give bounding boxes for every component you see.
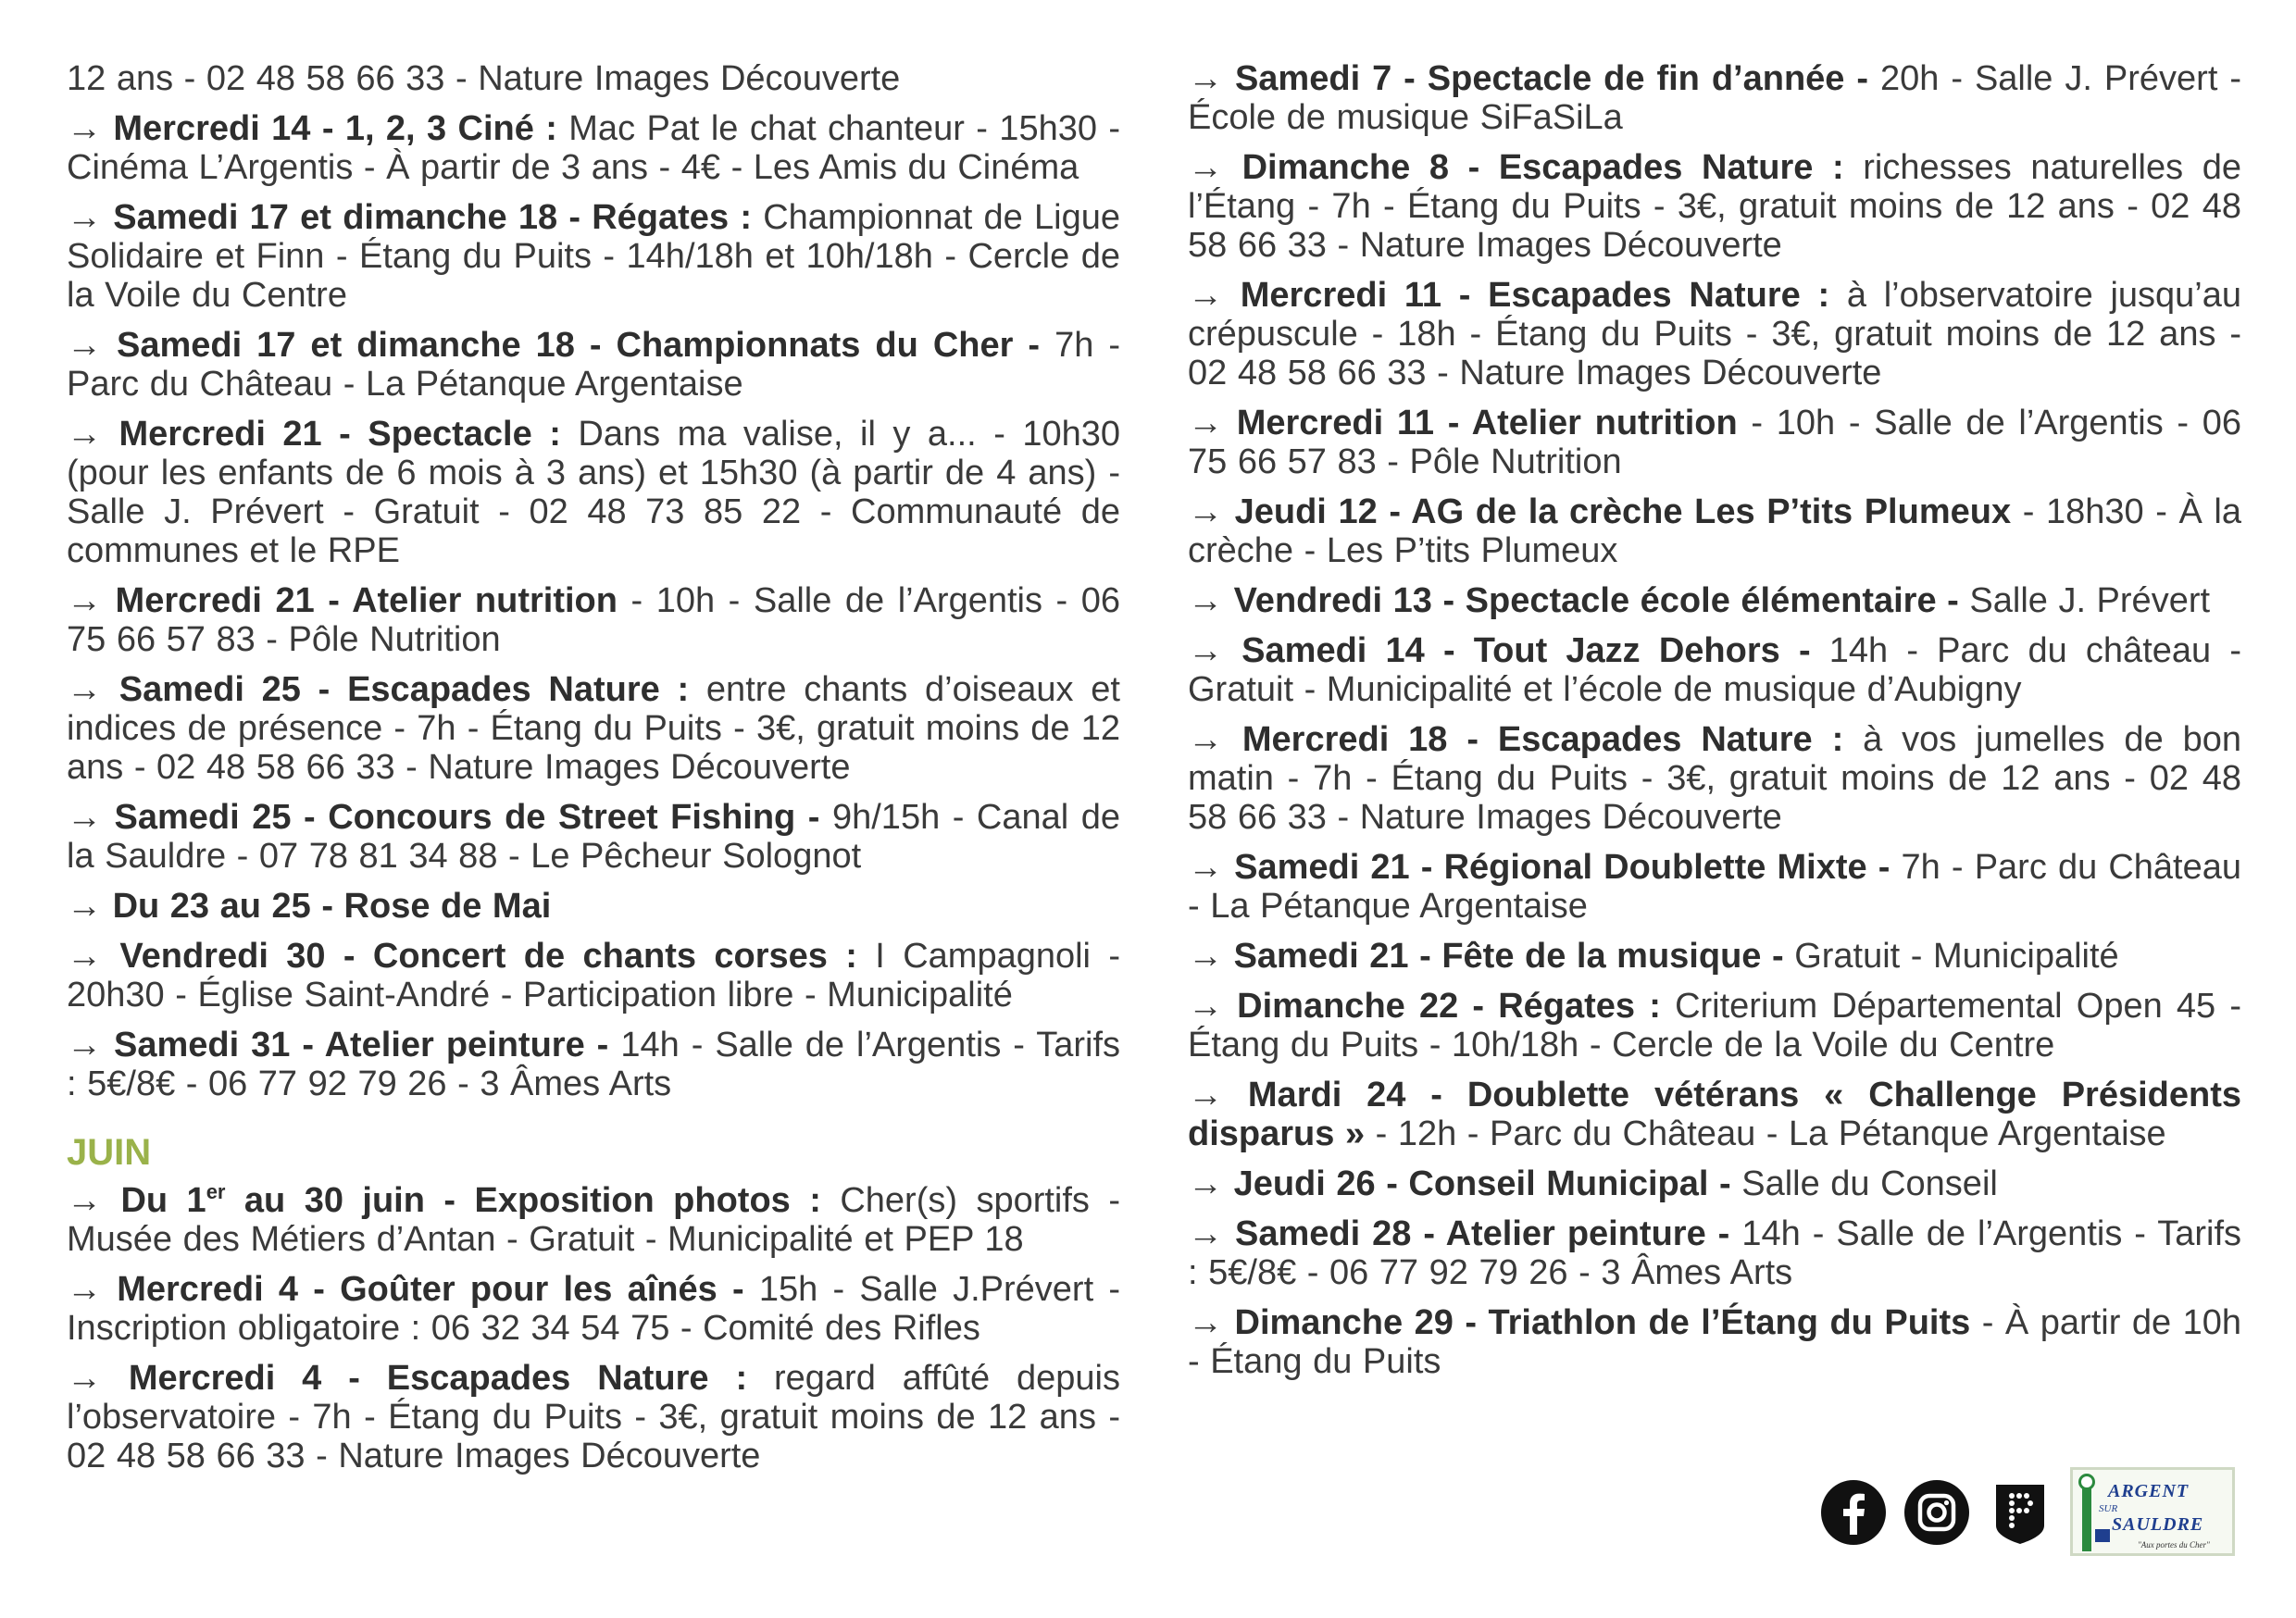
- arrow-icon: →: [67, 1270, 102, 1309]
- event-detail: 12 ans - 02 48 58 66 33 - Nature Images Découverte: [67, 59, 901, 98]
- event-entry: [1188, 631, 2241, 709]
- event-detail: à l’observatoire jusqu’au crépuscule - 18h - Étang du Puits - 3€, gratuit moins de 12 ans - 02 48 58 66 33 - Nature Images Découverte: [1188, 276, 2242, 392]
- arrow-icon: →: [1188, 987, 1223, 1026]
- logo-text-sur: SUR: [2099, 1503, 2118, 1514]
- event-entry: [1188, 59, 2241, 137]
- event-detail: à vos jumelles de bon matin - 7h - Étang du Puits - 3€, gratuit moins de 12 ans - 02 48 58 66 33 - Nature Images Découverte: [1188, 720, 2241, 837]
- event-title: Vendredi 30 - Concert de chants corses :: [119, 937, 857, 976]
- arrow-icon: →: [1188, 492, 1223, 531]
- event-detail: 7h - Parc du Château - La Pétanque Argentaise: [67, 326, 1120, 404]
- event-entry: [1188, 848, 2241, 926]
- event-title: Samedi 25 - Concours de Street Fishing -: [114, 798, 820, 837]
- event-detail: I Campagnoli - 20h30 - Église Saint-André - Participation libre - Municipalité: [67, 937, 1121, 1014]
- event-title: Samedi 17 et dimanche 18 - Régates :: [113, 198, 752, 237]
- arrow-icon: →: [67, 1359, 102, 1398]
- month-heading: JUIN: [67, 1132, 152, 1173]
- event-detail: 14h - Salle de l’Argentis - Tarifs : 5€/8€ - 06 77 92 79 26 - 3 Âmes Arts: [67, 1026, 1121, 1103]
- event-detail: Mac Pat le chat chanteur - 15h30 - Cinéma L’Argentis - À partir de 3 ans - 4€ - Les Amis du Cinéma: [67, 109, 1121, 187]
- event-title: Samedi 14 - Tout Jazz Dehors -: [1242, 631, 1811, 670]
- event-title: Du 1er au 30 juin - Exposition photos :: [120, 1180, 821, 1220]
- event-entry: [67, 798, 1120, 876]
- arrow-icon: →: [1188, 59, 1223, 98]
- arrow-icon: →: [67, 415, 102, 454]
- event-title: Samedi 7 - Spectacle de fin d’année -: [1234, 59, 1869, 98]
- event-title: Mardi 24 - Doublette vétérans « Challenge Présidents disparus »: [1188, 1076, 2241, 1153]
- arrow-icon: →: [67, 581, 102, 620]
- event-entry: [67, 1270, 1120, 1348]
- event-title: Mercredi 4 - Escapades Nature :: [128, 1359, 748, 1398]
- event-entry: [67, 937, 1120, 1014]
- event-title: Samedi 21 - Régional Doublette Mixte -: [1234, 848, 1890, 887]
- arrow-icon: →: [67, 1181, 102, 1220]
- arrow-icon: →: [1188, 937, 1223, 976]
- arrow-icon: →: [1188, 1214, 1223, 1253]
- event-title: Dimanche 22 - Régates :: [1237, 987, 1661, 1026]
- event-detail: Championnat de Ligue Solidaire et Finn - Étang du Puits - 14h/18h et 10h/18h - Cercle de la Voile du Centre: [67, 198, 1120, 315]
- event-title: Samedi 25 - Escapades Nature :: [119, 670, 690, 709]
- right-column: [1188, 59, 2241, 1392]
- event-entry: [1188, 492, 2241, 570]
- event-detail: 9h/15h - Canal de la Sauldre - 07 78 81 34 88 - Le Pêcheur Solognot: [67, 798, 1120, 876]
- event-title: Mercredi 21 - Atelier nutrition: [115, 581, 618, 620]
- event-detail: 14h - Salle de l’Argentis - Tarifs : 5€/8€ - 06 77 92 79 26 - 3 Âmes Arts: [1188, 1214, 2242, 1292]
- event-title: Vendredi 13 - Spectacle école élémentaire -: [1233, 581, 1959, 620]
- event-title: Mercredi 11 - Escapades Nature :: [1240, 276, 1830, 315]
- arrow-icon: →: [67, 798, 102, 837]
- logo-dot: [2078, 1474, 2095, 1490]
- event-title: Samedi 28 - Atelier peinture -: [1234, 1214, 1730, 1253]
- event-detail: Salle J. Prévert: [1969, 581, 2211, 620]
- arrow-icon: →: [1188, 148, 1223, 187]
- arrow-icon: →: [1188, 1303, 1223, 1342]
- arrow-icon: →: [1188, 276, 1223, 315]
- event-entry: [1188, 720, 2241, 837]
- arrow-icon: →: [67, 198, 102, 237]
- event-entry: [67, 1026, 1120, 1103]
- event-entry: [67, 581, 1120, 659]
- event-detail: richesses naturelles de l’Étang - 7h - Étang du Puits - 3€, gratuit moins de 12 ans - 02 48 58 66 33 - Nature Images Découverte: [1188, 148, 2241, 265]
- event-detail: - 10h - Salle de l’Argentis - 06 75 66 57 83 - Pôle Nutrition: [67, 581, 1120, 659]
- event-detail: - À partir de 10h - Étang du Puits: [1188, 1303, 2241, 1381]
- arrow-icon: →: [1188, 581, 1223, 620]
- event-entry: [67, 59, 1120, 98]
- event-detail: Gratuit - Municipalité: [1794, 937, 2119, 976]
- event-title: Mercredi 21 - Spectacle :: [119, 415, 561, 454]
- event-detail: Cher(s) sportifs - Musée des Métiers d’Antan - Gratuit - Municipalité et PEP 18: [67, 1181, 1121, 1259]
- event-detail: entre chants d’oiseaux et indices de présence - 7h - Étang du Puits - 3€, gratuit moins de 12 ans - 02 48 58 66 33 - Nature Images Découverte: [67, 670, 1120, 787]
- event-entry: [67, 670, 1120, 787]
- arrow-icon: →: [67, 887, 102, 926]
- event-detail: 15h - Salle J.Prévert - Inscription obligatoire : 06 32 34 54 75 - Comité des Rifles: [67, 1270, 1120, 1348]
- event-title: Dimanche 29 - Triathlon de l’Étang du Puits: [1234, 1303, 1971, 1342]
- event-entry: [1188, 404, 2241, 481]
- event-entry: [1188, 1076, 2241, 1153]
- event-detail: regard affûté depuis l’observatoire - 7h - Étang du Puits - 3€, gratuit moins de 12 ans - 02 48 58 66 33 - Nature Images Découverte: [67, 1359, 1120, 1475]
- event-title: Samedi 21 - Fête de la musique -: [1233, 937, 1784, 976]
- event-entry: [67, 1359, 1120, 1475]
- event-title: Du 23 au 25 - Rose de Mai: [112, 887, 552, 926]
- arrow-icon: →: [67, 1026, 102, 1064]
- panneaupocket-icon[interactable]: [1987, 1479, 2053, 1546]
- instagram-icon[interactable]: [1903, 1479, 1970, 1546]
- event-title: Samedi 31 - Atelier peinture -: [113, 1026, 609, 1064]
- arrow-icon: →: [1188, 404, 1223, 442]
- event-entry: [67, 1181, 1120, 1259]
- logo-tagline: "Aux portes du Cher": [2138, 1540, 2210, 1550]
- logo-block: [2095, 1529, 2110, 1542]
- event-entry: [67, 326, 1120, 404]
- event-entry: [1188, 1214, 2241, 1292]
- event-detail: 14h - Parc du château - Gratuit - Municipalité et l’école de musique d’Aubigny: [1188, 631, 2241, 709]
- event-entry: [1188, 276, 2241, 392]
- event-detail: 7h - Parc du Château - La Pétanque Argentaise: [1188, 848, 2241, 926]
- arrow-icon: →: [1188, 848, 1223, 887]
- event-detail: - 12h - Parc du Château - La Pétanque Argentaise: [1375, 1114, 2166, 1153]
- logo-text-argent: ARGENT: [2108, 1481, 2190, 1501]
- event-detail: - 18h30 - À la crèche - Les P’tits Plumeux: [1188, 492, 2241, 570]
- arrow-icon: →: [67, 670, 102, 709]
- logo-text-sauldre: SAULDRE: [2112, 1514, 2204, 1535]
- event-title: Dimanche 8 - Escapades Nature :: [1242, 148, 1844, 187]
- event-entry: [1188, 581, 2241, 620]
- event-title: Mercredi 14 - 1, 2, 3 Ciné :: [113, 109, 557, 148]
- social-links: [1820, 1479, 2053, 1546]
- event-title: Samedi 17 et dimanche 18 - Championnats du Cher -: [117, 326, 1041, 365]
- left-column: [67, 59, 1120, 1487]
- arrow-icon: →: [1188, 720, 1223, 759]
- arrow-icon: →: [67, 937, 102, 976]
- event-title: Mercredi 11 - Atelier nutrition: [1236, 404, 1738, 442]
- arrow-icon: →: [67, 109, 102, 148]
- event-title: Jeudi 26 - Conseil Municipal -: [1233, 1164, 1731, 1203]
- arrow-icon: →: [1188, 1076, 1223, 1114]
- event-title: Mercredi 4 - Goûter pour les aînés -: [117, 1270, 744, 1309]
- event-title: Jeudi 12 - AG de la crèche Les P’tits Plumeux: [1234, 492, 2012, 531]
- event-detail: Dans ma valise, il y a... - 10h30 (pour les enfants de 6 mois à 3 ans) et 15h30 (à partir de 4 ans) - Salle J. Prévert - Gratuit - 02 48 73 85 22 - Communauté de communes et le RPE: [67, 415, 1121, 570]
- facebook-icon[interactable]: [1820, 1479, 1887, 1546]
- arrow-icon: →: [67, 326, 102, 365]
- event-detail: Salle du Conseil: [1741, 1164, 1998, 1203]
- event-entry: [1188, 1303, 2241, 1381]
- event-entry: [67, 109, 1120, 187]
- event-detail: 20h - Salle J. Prévert - École de musique SiFaSiLa: [1188, 59, 2241, 137]
- event-entry: [67, 887, 1120, 926]
- arrow-icon: →: [1188, 631, 1223, 670]
- event-entry: [67, 415, 1120, 570]
- event-entry: [1188, 987, 2241, 1064]
- event-entry: [1188, 937, 2241, 976]
- arrow-icon: →: [1188, 1164, 1223, 1203]
- event-entry: [1188, 148, 2241, 265]
- event-title: Mercredi 18 - Escapades Nature :: [1242, 720, 1844, 759]
- event-entry: [67, 198, 1120, 315]
- event-detail: - 10h - Salle de l’Argentis - 06 75 66 57 83 - Pôle Nutrition: [1188, 404, 2242, 481]
- argent-sur-sauldre-logo: [2070, 1467, 2235, 1556]
- event-detail: Criterium Départemental Open 45 - Étang du Puits - 10h/18h - Cercle de la Voile du Centre: [1188, 987, 2241, 1064]
- event-entry: [1188, 1164, 2241, 1203]
